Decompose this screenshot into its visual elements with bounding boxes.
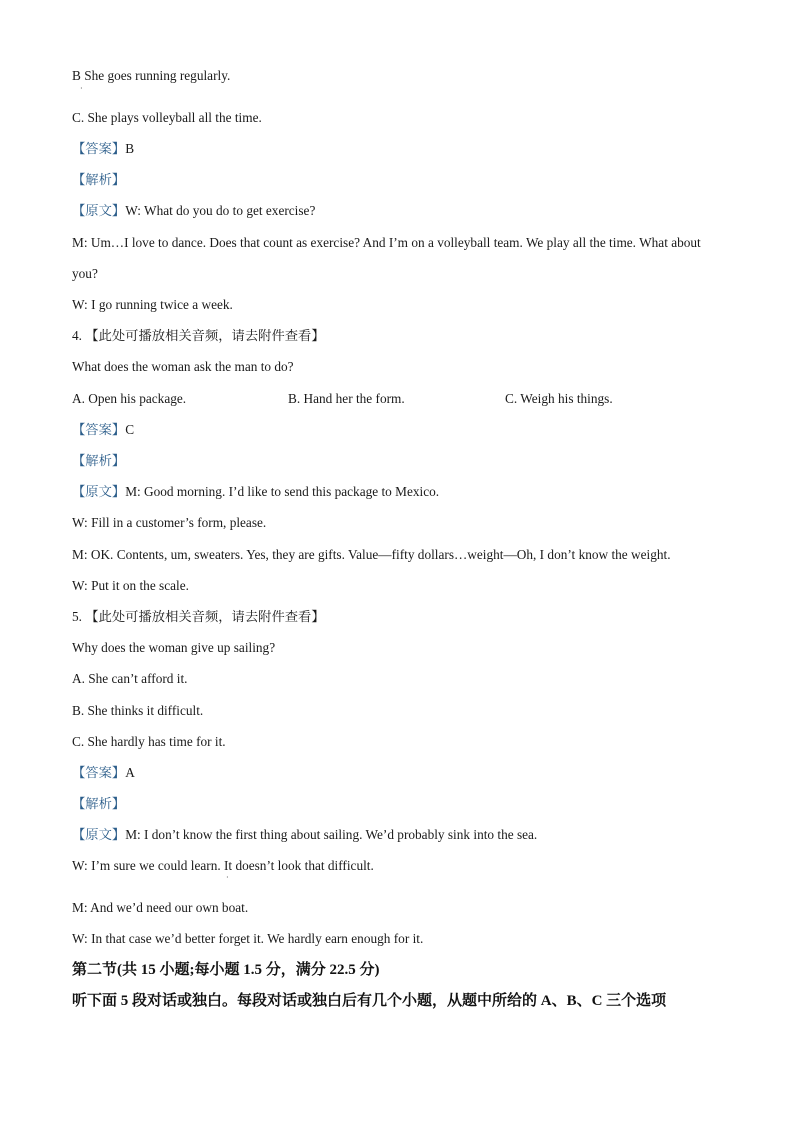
answer-tag: 【答案】: [72, 141, 126, 156]
q5-answer-line: [72, 764, 734, 782]
q5-analysis-tag: 【解析】: [72, 796, 126, 811]
q3-analysis-tag: 【解析】: [72, 172, 126, 187]
stray-dot: ·: [80, 84, 83, 93]
transcript-tag: 【原文】: [72, 203, 126, 218]
q5-transcript-line1: [72, 826, 734, 844]
q3-transcript-line3: W: I go running twice a week.: [72, 297, 233, 312]
q5-question: Why does the woman give up sailing?: [72, 640, 276, 655]
q5-transcript-line3: M: And we’d need our own boat.: [72, 900, 249, 915]
q4-question: What does the woman ask the man to do?: [72, 359, 294, 374]
transcript-tag: 【原文】: [72, 827, 126, 842]
stray-dot: ·: [226, 873, 229, 882]
q3-answer-line: [72, 140, 734, 158]
q4-transcript-text1: M: Good morning. I’d like to send this package to Mexico.: [125, 484, 440, 499]
q4-transcript-line2: W: Fill in a customer’s form, please.: [72, 515, 267, 530]
q4-answer-line: [72, 421, 734, 439]
q5-option-a: A. She can’t afford it.: [72, 671, 188, 686]
q5-transcript-line4: W: In that case we’d better forget it. We hardly earn enough for it.: [72, 931, 424, 946]
answer-tag: 【答案】: [72, 422, 126, 437]
q4-transcript-line3: M: OK. Contents, um, sweaters. Yes, they are gifts. Value—fifty dollars…weight—Oh, I don’t know the weight.: [72, 547, 671, 562]
q4-transcript-line4: W: Put it on the scale.: [72, 578, 189, 593]
q5-answer: A: [125, 765, 135, 780]
q5-transcript-text1: M: I don’t know the first thing about sailing. We’d probably sink into the sea.: [125, 827, 538, 842]
q3-transcript-text1: W: What do you do to get exercise?: [125, 203, 316, 218]
section2-instruction: 听下面 5 段对话或独白。每段对话或独白后有几个小题，从题中所给的 A、B、C 三个选项: [72, 993, 667, 1009]
q3-transcript-line2b: you?: [72, 266, 98, 281]
section2-title: 第二节(共 15 小题;每小题 1.5 分，满分 22.5 分): [72, 962, 380, 978]
q5-transcript-line2: W: I’m sure we could learn. It doesn’t look that difficult.: [72, 858, 374, 873]
q3-option-b: B She goes running regularly.: [72, 68, 231, 83]
q3-answer: B: [125, 141, 135, 156]
q4-option-a: A. Open his package.: [72, 391, 187, 406]
q3-transcript-line1: [72, 202, 734, 220]
q4-option-b: B. Hand her the form.: [288, 391, 405, 406]
q4-header: 4. 【此处可播放相关音频，请去附件查看】: [72, 328, 325, 343]
q4-analysis-tag: 【解析】: [72, 453, 126, 468]
answer-tag: 【答案】: [72, 765, 126, 780]
q4-option-c: C. Weigh his things.: [505, 391, 613, 406]
q4-answer: C: [125, 422, 135, 437]
transcript-tag: 【原文】: [72, 484, 126, 499]
q3-transcript-line2a: M: Um…I love to dance. Does that count as exercise? And I’m on a volleyball team. We play all the time. What about: [72, 235, 701, 250]
q5-option-c: C. She hardly has time for it.: [72, 734, 226, 749]
q4-transcript-line1: [72, 483, 734, 501]
q3-option-c: C. She plays volleyball all the time.: [72, 110, 262, 125]
q5-header: 5. 【此处可播放相关音频，请去附件查看】: [72, 609, 325, 624]
q5-option-b: B. She thinks it difficult.: [72, 703, 204, 718]
